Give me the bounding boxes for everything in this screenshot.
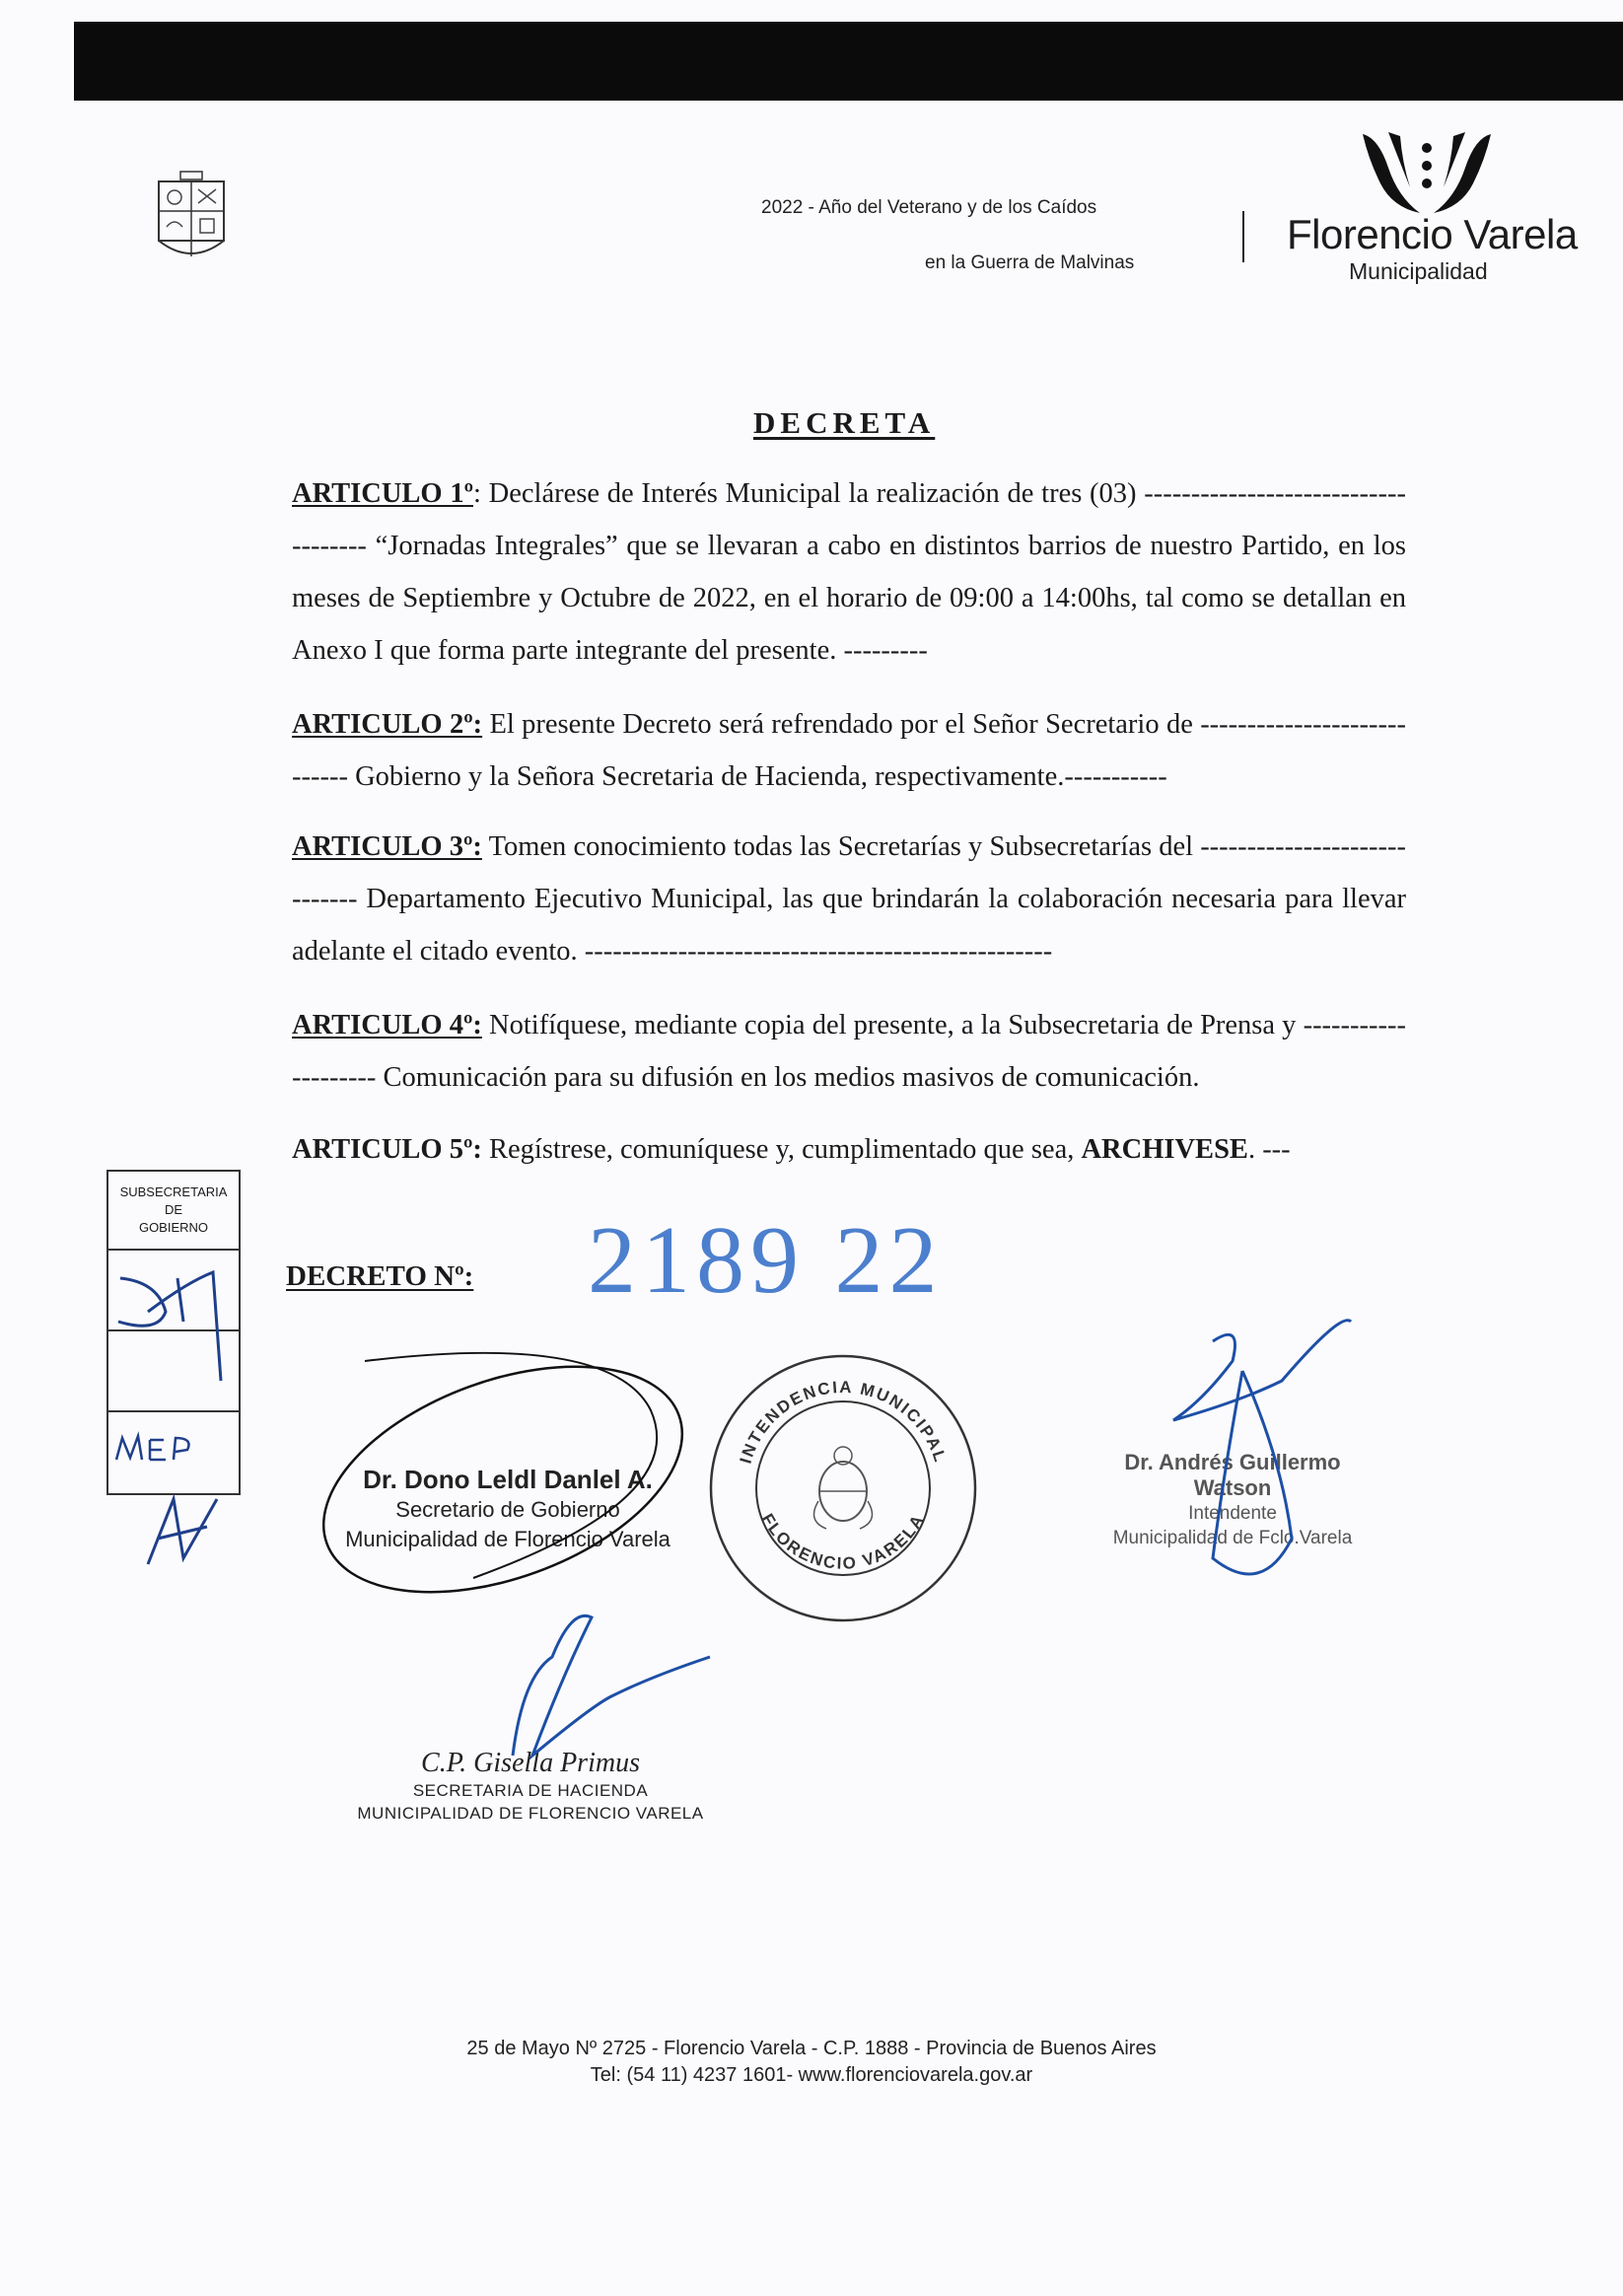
decreto-label: DECRETO Nº: [286, 1260, 474, 1292]
signer-name: Dr. Dono Leldl Danlel A. [363, 1465, 653, 1494]
florencio-varela-logo-icon [1359, 128, 1495, 219]
article-4-text: Notifíquese, mediante copia del presente, a la Subsecretaria de Prensa y -------------------- Comunicación para su difusión en los medios masivos de comunicación. [292, 1010, 1406, 1093]
signer-office: Municipalidad de Florencio Varela [345, 1527, 670, 1551]
article-1 [292, 467, 1406, 677]
motto-line-1: 2022 - Año del Veterano y de los Caídos [761, 197, 1097, 218]
article-2-text: El presente Decreto será refrendado por el Señor Secretario de ---------------------------- Gobierno y la Señora Secretaria de Hacienda, respectivamente.----------- [292, 709, 1406, 792]
signer-office: Municipalidad de Fclo.Varela [1112, 1528, 1353, 1548]
stamp-box-header-line: GOBIERNO [138, 1220, 209, 1235]
signature-block-gobierno [325, 1465, 690, 1554]
signer-name: Dr. Andrés Guillermo Watson [1124, 1450, 1341, 1500]
initials-av [148, 1499, 217, 1564]
document-heading: DECRETA [753, 405, 936, 440]
subsecretaria-stamp-box [106, 1170, 241, 1495]
article-2 [292, 698, 1406, 803]
article-1-text: : Declárese de Interés Municipal la realización de tres (03) ------------------------------------ “Jornadas Integrales” que se llevaran a cabo en distintos barrios de nuestro Partido, en los meses de Septiembre y Octubre de 2022, en el horario de 09:00 a 14:00hs, tal como se detallan en Anexo I que forma parte integrante del presente. --------- [292, 478, 1406, 666]
brand-subtitle: Municipalidad [1349, 258, 1488, 284]
signer-name: C.P. Gisella Primus [421, 1748, 640, 1778]
motto-line-2: en la Guerra de Malvinas [925, 252, 1135, 273]
signature-hacienda [513, 1615, 710, 1756]
stamp-box-cell [108, 1331, 239, 1412]
signer-role: Secretario de Gobierno [395, 1497, 620, 1522]
article-4 [292, 999, 1406, 1104]
municipal-crest-icon [153, 168, 230, 266]
signer-office: MUNICIPALIDAD DE FLORENCIO VARELA [357, 1804, 704, 1823]
signature-block-intendente [1085, 1450, 1380, 1550]
footer-contact: Tel: (54 11) 4237 1601- www.florenciovarela.gov.ar [590, 2064, 1033, 2086]
signature-block-hacienda [343, 1748, 718, 1825]
article-5-tail: . --- [1247, 1134, 1291, 1165]
intendencia-seal-icon [708, 1353, 978, 1623]
seal-ring-text: INTENDENCIA MUNICIPAL [736, 1377, 951, 1467]
decreto-number-stamp: 2189 22 [588, 1207, 944, 1314]
stamp-box-header [108, 1172, 239, 1251]
stamp-box-cell [108, 1412, 239, 1491]
svg-text:INTENDENCIA MUNICIPAL [737, 1378, 951, 1466]
article-5-label: ARTICULO 5º: [292, 1134, 482, 1165]
article-5-emphasis: ARCHIVESE [1081, 1134, 1248, 1165]
signer-role: Intendente [1188, 1503, 1277, 1524]
article-1-label: ARTICULO 1º [292, 478, 473, 509]
seal-bottom-text: FLORENCIO VARELA [757, 1510, 929, 1573]
svg-text:FLORENCIO VARELA [758, 1510, 929, 1573]
header-divider [1242, 211, 1244, 262]
signer-role: SECRETARIA DE HACIENDA [412, 1781, 649, 1800]
article-3 [292, 821, 1406, 977]
brand-name: Florencio Varela [1287, 211, 1578, 257]
footer-address: 25 de Mayo Nº 2725 - Florencio Varela - C.P. 1888 - Provincia de Buenos Aires [466, 2038, 1157, 2059]
stamp-box-cell [108, 1251, 239, 1331]
article-4-label: ARTICULO 4º: [292, 1010, 482, 1040]
article-5 [292, 1123, 1406, 1176]
article-3-label: ARTICULO 3º: [292, 831, 482, 862]
stamp-box-header-line: DE [164, 1202, 183, 1217]
redaction-bar [74, 22, 1623, 101]
article-3-text: Tomen conocimiento todas las Secretarías y Subsecretarías del ----------------------------- Departamento Ejecutivo Municipal, las que brindarán la colaboración necesaria para llevar adelante el citado evento. -------------------------------------------------- [292, 831, 1406, 967]
stamp-box-header-line: SUBSECRETARIA [119, 1184, 228, 1199]
article-5-text: Regístrese, comuníquese y, cumplimentado que sea, [481, 1134, 1082, 1165]
article-2-label: ARTICULO 2º: [292, 709, 483, 740]
